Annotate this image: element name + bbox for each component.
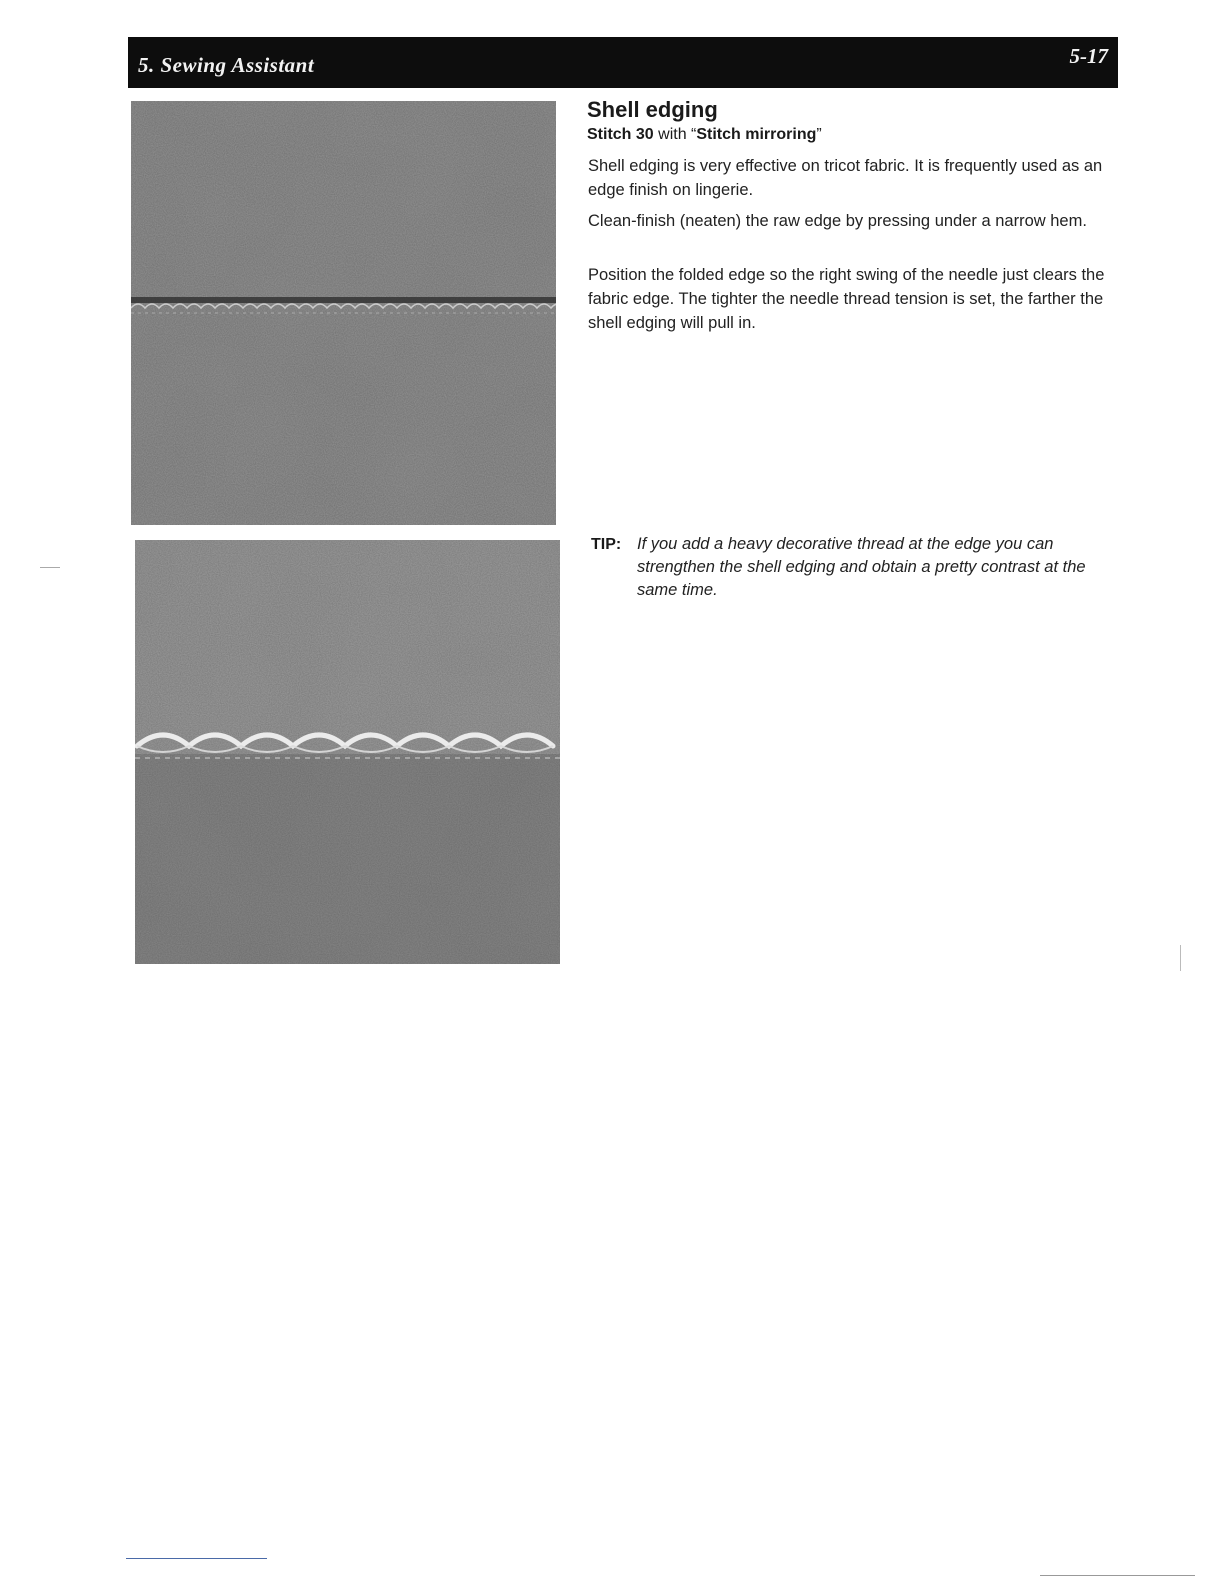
paragraph-position: Position the folded edge so the right swing of the needle just clears the fabric edge. The tighter the needle thread tension is set, the farther the shell edging will pull in. — [588, 266, 1105, 332]
fabric-photo-fine-shell-edging — [131, 101, 556, 525]
stitch-option: Stitch mirroring — [696, 126, 817, 143]
tip-label: TIP: — [591, 536, 622, 553]
footer-rule-right — [1040, 1575, 1195, 1576]
stitch-number: Stitch 30 — [587, 126, 654, 143]
stitch-with-text: with “ — [653, 126, 697, 143]
footer-rule-left — [126, 1558, 267, 1559]
stitch-setting — [587, 126, 822, 144]
margin-tick-right — [1180, 945, 1181, 971]
margin-tick-left — [40, 567, 60, 568]
paragraph-intro: Shell edging is very effective on tricot fabric. It is frequently used as an edge finish on lingerie. — [588, 157, 1103, 199]
chapter-title: 5. Sewing Assistant — [138, 53, 315, 77]
page-number: 5-17 — [1069, 44, 1108, 68]
section-title: Shell edging — [587, 97, 718, 122]
chapter-header-bar — [128, 37, 1118, 88]
paragraph-clean-finish: Clean-finish (neaten) the raw edge by pressing under a narrow hem. — [588, 212, 1087, 230]
stitch-close-quote: ” — [816, 126, 822, 143]
fabric-photo-heavy-shell-edging — [135, 540, 560, 964]
tip-text: If you add a heavy decorative thread at the edge you can strengthen the shell edging and obtain a pretty contrast at the same time. — [637, 535, 1086, 599]
